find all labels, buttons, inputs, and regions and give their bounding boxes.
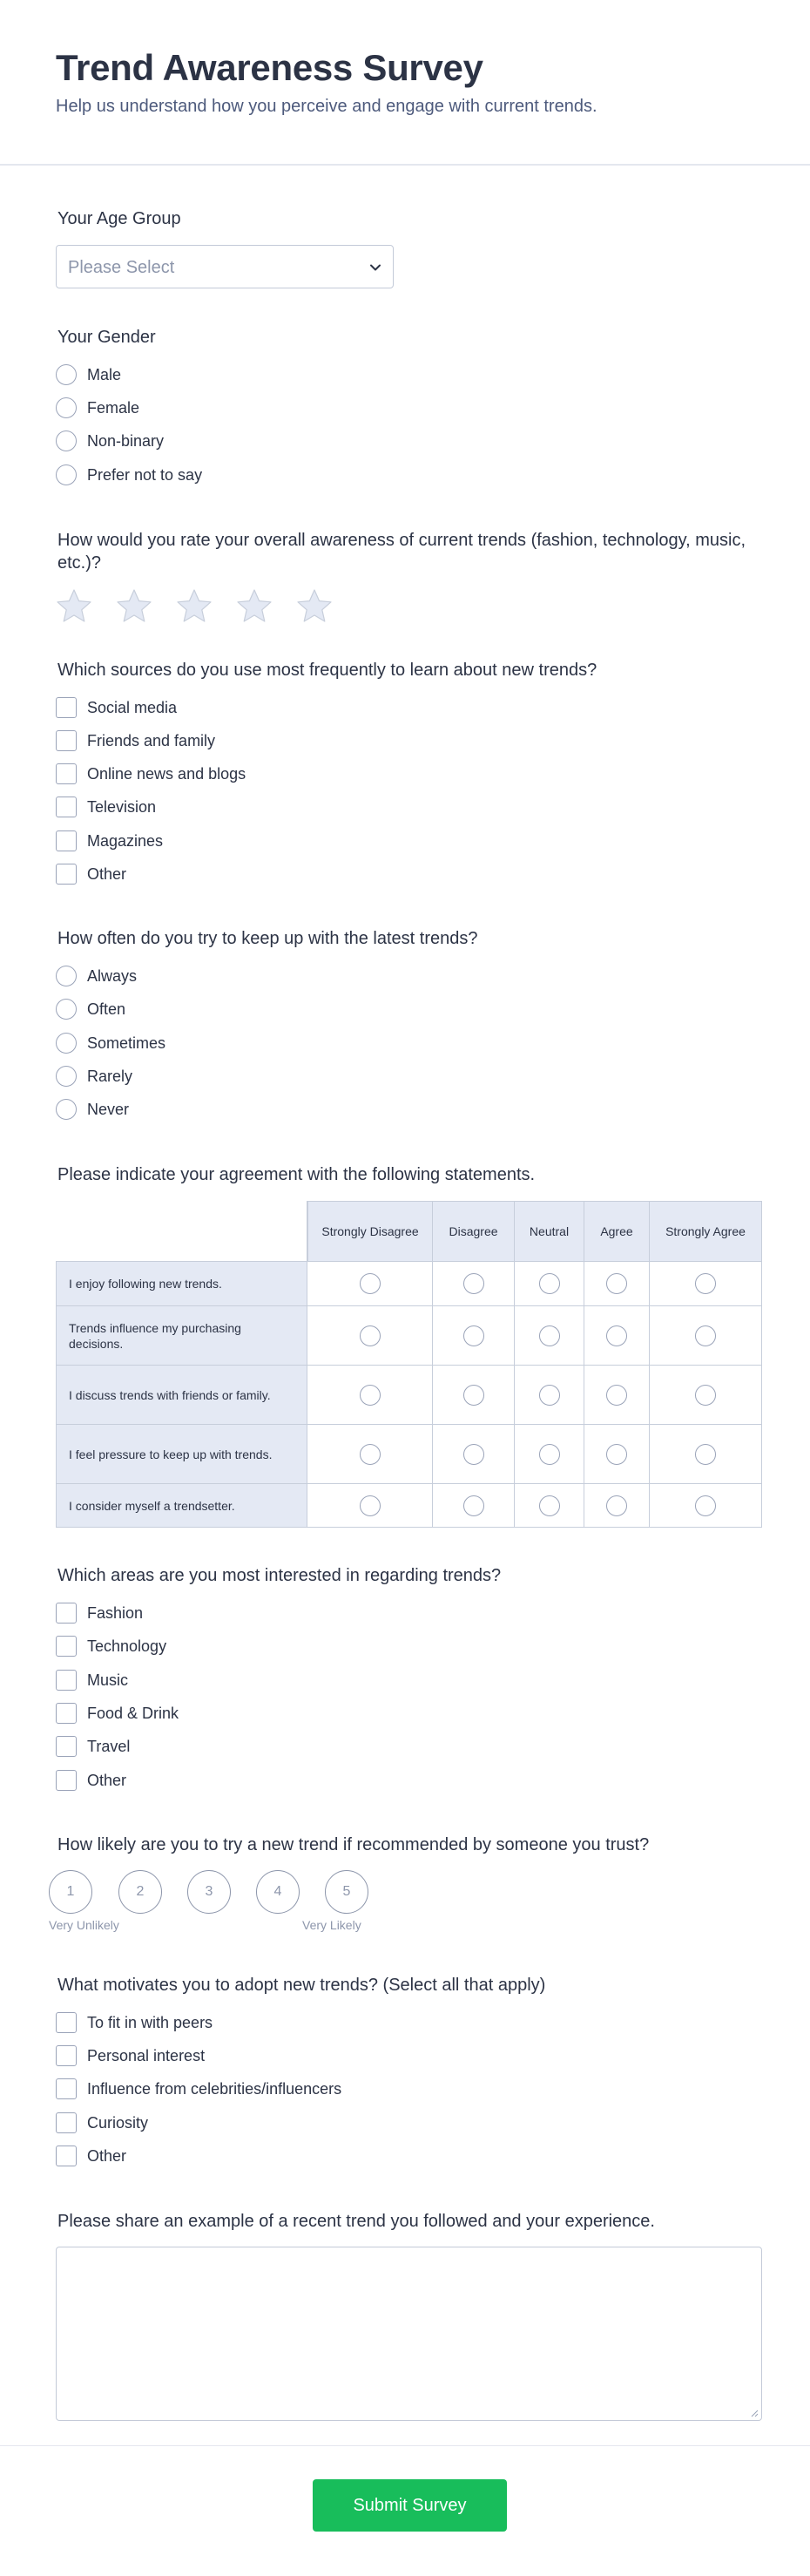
matrix-radio[interactable] bbox=[606, 1325, 627, 1346]
option-label: Friends and family bbox=[87, 732, 216, 749]
option-label: Other bbox=[87, 2147, 127, 2165]
option-label: Social media bbox=[87, 699, 178, 716]
sources-option-magazines[interactable] bbox=[56, 830, 163, 852]
option-label: Other bbox=[87, 1772, 127, 1789]
motivation-label: What motivates you to adopt new trends? (Select all that apply) bbox=[57, 1976, 546, 1995]
radio-button[interactable] bbox=[56, 397, 77, 418]
matrix-radio[interactable] bbox=[539, 1385, 560, 1406]
option-label: Music bbox=[87, 1671, 129, 1689]
radio-button[interactable] bbox=[56, 999, 77, 1020]
matrix-row-label: I enjoy following new trends. bbox=[56, 1262, 307, 1306]
likelihood-label: How likely are you to try a new trend if recommended by someone you trust? bbox=[57, 1835, 650, 1854]
matrix-radio[interactable] bbox=[695, 1325, 716, 1346]
matrix-column-header: Strongly Disagree bbox=[307, 1201, 433, 1262]
checkbox[interactable] bbox=[56, 2012, 77, 2033]
matrix-radio[interactable] bbox=[606, 1273, 627, 1294]
matrix-radio[interactable] bbox=[606, 1385, 627, 1406]
areas-label: Which areas are you most interested in regarding trends? bbox=[57, 1566, 502, 1585]
matrix-radio[interactable] bbox=[695, 1385, 716, 1406]
matrix-radio[interactable] bbox=[539, 1495, 560, 1516]
matrix-radio[interactable] bbox=[360, 1444, 381, 1465]
star-icon[interactable] bbox=[295, 587, 334, 626]
matrix-radio[interactable] bbox=[695, 1444, 716, 1465]
matrix-radio[interactable] bbox=[463, 1273, 484, 1294]
matrix-column-header: Neutral bbox=[515, 1201, 584, 1262]
option-label: Personal interest bbox=[87, 2047, 206, 2064]
form-subtitle: Help us understand how you perceive and engage with current trends. bbox=[56, 97, 597, 116]
matrix-row bbox=[56, 1366, 762, 1425]
scale-option-1[interactable]: 1 bbox=[49, 1870, 92, 1914]
chevron-down-icon bbox=[368, 261, 382, 275]
radio-button[interactable] bbox=[56, 464, 77, 485]
frequency-option-never[interactable] bbox=[56, 1098, 129, 1121]
radio-button[interactable] bbox=[56, 966, 77, 986]
form-title: Trend Awareness Survey bbox=[56, 47, 483, 88]
motivation-option-personal-interest[interactable] bbox=[56, 2044, 205, 2067]
areas-option-other[interactable] bbox=[56, 1769, 126, 1792]
matrix-column-header: Disagree bbox=[433, 1201, 515, 1262]
matrix-radio[interactable] bbox=[695, 1273, 716, 1294]
checkbox[interactable] bbox=[56, 697, 77, 718]
radio-button[interactable] bbox=[56, 1033, 77, 1054]
sources-option-other[interactable] bbox=[56, 863, 126, 885]
scale-option-2[interactable]: 2 bbox=[118, 1870, 162, 1914]
option-label: Magazines bbox=[87, 832, 164, 850]
gender-option-female[interactable] bbox=[56, 397, 139, 419]
radio-button[interactable] bbox=[56, 1066, 77, 1087]
option-label: Online news and blogs bbox=[87, 765, 246, 783]
matrix-radio[interactable] bbox=[539, 1444, 560, 1465]
matrix-row-label: I feel pressure to keep up with trends. bbox=[56, 1425, 307, 1484]
frequency-option-sometimes[interactable] bbox=[56, 1032, 165, 1054]
frequency-option-often[interactable] bbox=[56, 998, 125, 1020]
checkbox[interactable] bbox=[56, 2146, 77, 2166]
option-label: Prefer not to say bbox=[87, 466, 203, 484]
form-header bbox=[0, 0, 810, 166]
matrix-radio[interactable] bbox=[360, 1273, 381, 1294]
agreement-label: Please indicate your agreement with the following statements. bbox=[57, 1165, 536, 1184]
option-label: Male bbox=[87, 366, 122, 383]
scale-option-5[interactable]: 5 bbox=[325, 1870, 368, 1914]
checkbox[interactable] bbox=[56, 864, 77, 885]
matrix-row bbox=[56, 1425, 762, 1484]
sources-option-social-media[interactable] bbox=[56, 696, 177, 719]
option-label: Fashion bbox=[87, 1604, 144, 1622]
option-label: Food & Drink bbox=[87, 1705, 179, 1722]
matrix-row bbox=[56, 1262, 762, 1306]
star-rating[interactable] bbox=[55, 587, 355, 626]
star-icon[interactable] bbox=[235, 587, 273, 626]
checkbox[interactable] bbox=[56, 2112, 77, 2133]
checkbox[interactable] bbox=[56, 830, 77, 851]
gender-option-prefer-not[interactable] bbox=[56, 464, 202, 486]
motivation-option-fit-in[interactable] bbox=[56, 2011, 213, 2034]
matrix-radio[interactable] bbox=[463, 1325, 484, 1346]
radio-button[interactable] bbox=[56, 1099, 77, 1120]
gender-option-male[interactable] bbox=[56, 363, 121, 386]
age-group-select[interactable] bbox=[56, 245, 394, 288]
matrix-radio[interactable] bbox=[539, 1273, 560, 1294]
resize-handle-icon[interactable] bbox=[750, 2409, 759, 2417]
matrix-row-label: Trends influence my purchasing decisions. bbox=[56, 1306, 307, 1366]
option-label: Sometimes bbox=[87, 1034, 166, 1052]
matrix-radio[interactable] bbox=[463, 1385, 484, 1406]
option-label: Travel bbox=[87, 1738, 131, 1755]
star-icon[interactable] bbox=[55, 587, 93, 626]
checkbox[interactable] bbox=[56, 2045, 77, 2066]
motivation-option-other[interactable] bbox=[56, 2145, 126, 2167]
age-group-placeholder: Please Select bbox=[68, 258, 175, 277]
option-label: Often bbox=[87, 1000, 126, 1018]
option-label: Other bbox=[87, 865, 127, 883]
matrix-row-label: I discuss trends with friends or family. bbox=[56, 1366, 307, 1425]
matrix-row-label: I consider myself a trendsetter. bbox=[56, 1484, 307, 1528]
frequency-label: How often do you try to keep up with the latest trends? bbox=[57, 929, 478, 948]
frequency-option-rarely[interactable] bbox=[56, 1065, 132, 1088]
checkbox[interactable] bbox=[56, 1636, 77, 1657]
matrix-corner bbox=[56, 1201, 307, 1262]
scale-max-label: Very Likely bbox=[302, 1918, 361, 1932]
matrix-radio[interactable] bbox=[606, 1495, 627, 1516]
matrix-row bbox=[56, 1484, 762, 1528]
checkbox[interactable] bbox=[56, 1670, 77, 1691]
radio-button[interactable] bbox=[56, 364, 77, 385]
scale-option-3[interactable]: 3 bbox=[187, 1870, 231, 1914]
matrix-radio[interactable] bbox=[360, 1325, 381, 1346]
option-label: Non-binary bbox=[87, 432, 165, 450]
option-label: Curiosity bbox=[87, 2114, 149, 2132]
checkbox[interactable] bbox=[56, 797, 77, 817]
gender-option-non-binary[interactable] bbox=[56, 430, 164, 452]
areas-option-travel[interactable] bbox=[56, 1735, 130, 1758]
sources-label: Which sources do you use most frequently to learn about new trends? bbox=[57, 661, 597, 680]
checkbox[interactable] bbox=[56, 1770, 77, 1791]
frequency-option-always[interactable] bbox=[56, 965, 137, 987]
option-label: Never bbox=[87, 1101, 130, 1118]
areas-option-technology[interactable] bbox=[56, 1635, 166, 1657]
gender-label: Your Gender bbox=[57, 328, 156, 347]
option-label: To fit in with peers bbox=[87, 2014, 213, 2031]
matrix-radio[interactable] bbox=[695, 1495, 716, 1516]
option-label: Influence from celebrities/influencers bbox=[87, 2080, 342, 2098]
motivation-option-curiosity[interactable] bbox=[56, 2112, 148, 2134]
radio-button[interactable] bbox=[56, 430, 77, 451]
matrix-radio[interactable] bbox=[539, 1325, 560, 1346]
areas-option-music[interactable] bbox=[56, 1669, 128, 1691]
option-label: Television bbox=[87, 798, 157, 816]
matrix-column-header: Strongly Agree bbox=[650, 1201, 762, 1262]
option-label: Always bbox=[87, 967, 138, 985]
submit-button[interactable]: Submit Survey bbox=[313, 2479, 507, 2532]
matrix-radio[interactable] bbox=[360, 1385, 381, 1406]
matrix-radio[interactable] bbox=[463, 1444, 484, 1465]
areas-option-fashion[interactable] bbox=[56, 1602, 143, 1624]
example-label: Please share an example of a recent trend you followed and your experience. bbox=[57, 2212, 655, 2231]
sources-option-online-news[interactable] bbox=[56, 763, 246, 785]
option-label: Technology bbox=[87, 1637, 167, 1655]
star-icon[interactable] bbox=[175, 587, 213, 626]
checkbox[interactable] bbox=[56, 1603, 77, 1624]
scale-min-label: Very Unlikely bbox=[49, 1918, 119, 1932]
motivation-option-influencers[interactable] bbox=[56, 2078, 341, 2100]
option-label: Rarely bbox=[87, 1068, 133, 1085]
checkbox[interactable] bbox=[56, 2078, 77, 2099]
checkbox[interactable] bbox=[56, 763, 77, 784]
sources-option-friends-family[interactable] bbox=[56, 729, 215, 752]
agreement-matrix bbox=[56, 1201, 762, 1528]
matrix-column-header: Agree bbox=[584, 1201, 650, 1262]
age-group-label: Your Age Group bbox=[57, 209, 181, 228]
star-icon[interactable] bbox=[115, 587, 153, 626]
option-label: Female bbox=[87, 399, 140, 417]
matrix-radio[interactable] bbox=[463, 1495, 484, 1516]
example-textarea[interactable] bbox=[56, 2247, 762, 2421]
areas-option-food-drink[interactable] bbox=[56, 1702, 179, 1725]
awareness-label: How would you rate your overall awareness of current trends (fashion, technology, music, etc.)? bbox=[57, 531, 746, 573]
matrix-row bbox=[56, 1306, 762, 1366]
scale-option-4[interactable]: 4 bbox=[256, 1870, 300, 1914]
matrix-radio[interactable] bbox=[360, 1495, 381, 1516]
checkbox[interactable] bbox=[56, 1703, 77, 1724]
checkbox[interactable] bbox=[56, 730, 77, 751]
matrix-radio[interactable] bbox=[606, 1444, 627, 1465]
sources-option-television[interactable] bbox=[56, 796, 156, 818]
checkbox[interactable] bbox=[56, 1736, 77, 1757]
